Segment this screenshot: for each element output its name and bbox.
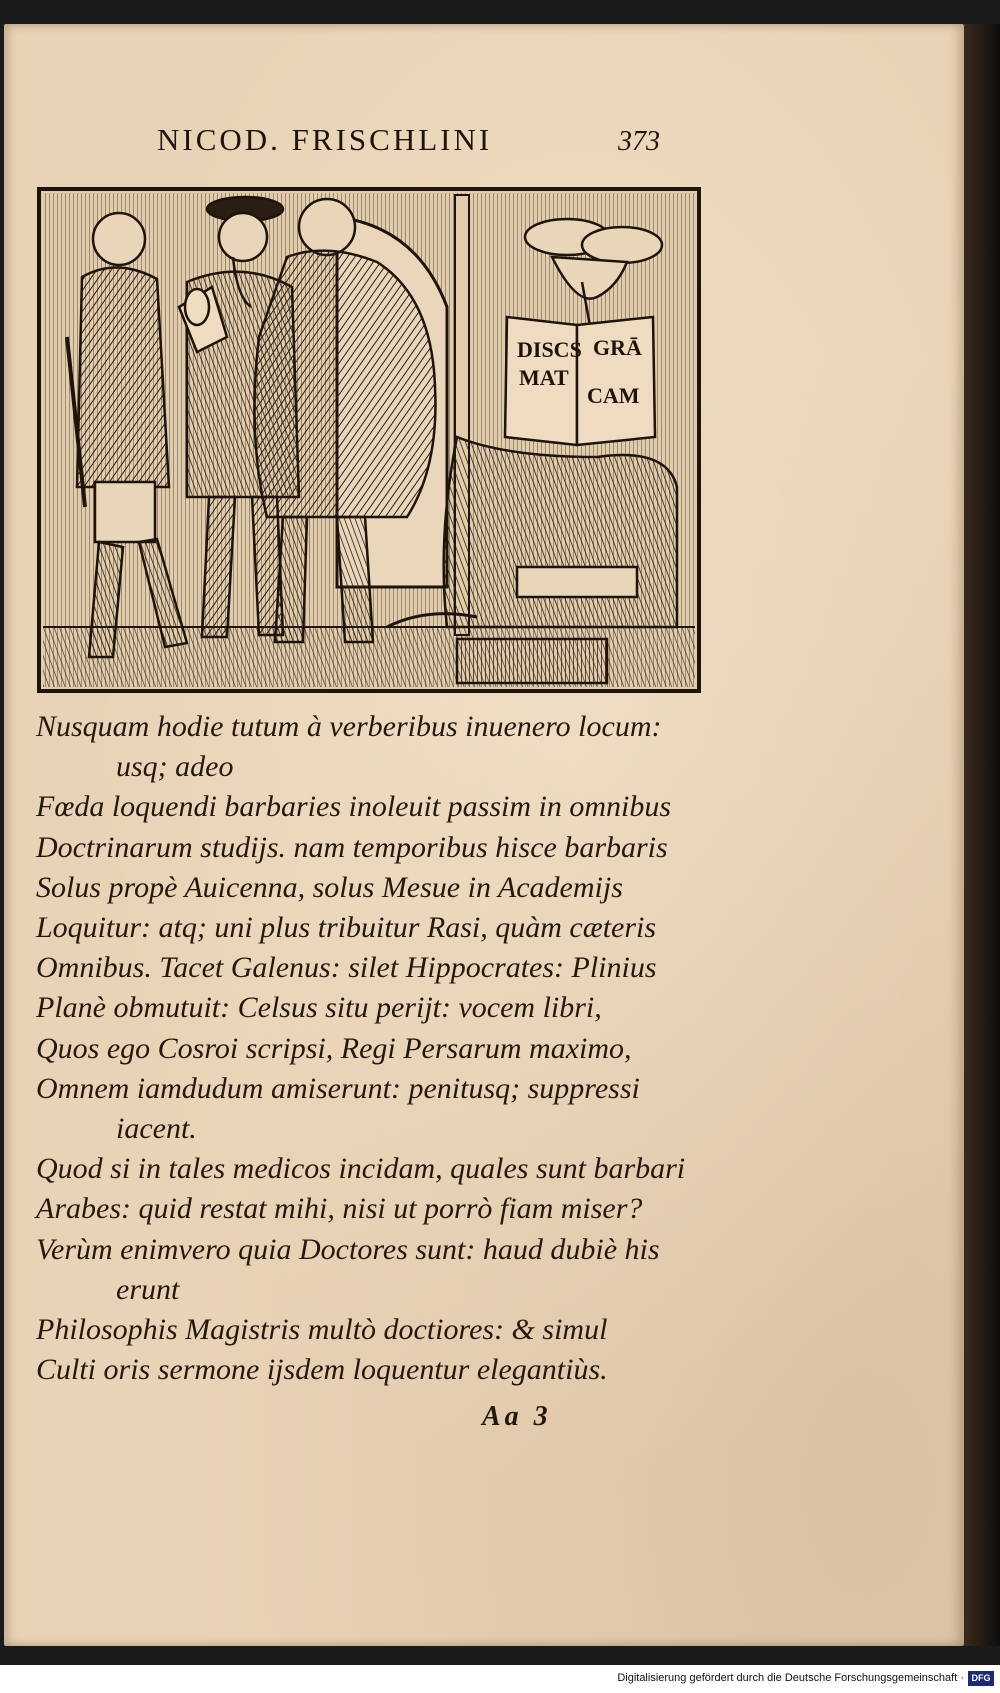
text-line: usq; adeo (116, 750, 234, 784)
text-line: Verùm enimvero quia Doctores sunt: haud dubiè his (36, 1232, 660, 1266)
text-line: Fœda loquendi barbaries inoleuit passim in omnibus (36, 790, 672, 824)
woodcut-illustration (37, 187, 701, 693)
text-line: Quod si in tales medicos incidam, quales sunt barbari (36, 1152, 686, 1186)
text-line: Solus propè Auicenna, solus Mesue in Academijs (36, 870, 623, 904)
text-line: erunt (116, 1272, 180, 1306)
book-text-left-2: MAT (519, 365, 569, 390)
text-line: Culti oris sermone ijsdem loquentur elegantiùs. (36, 1353, 608, 1387)
text-line: Doctrinarum studijs. nam temporibus hisce barbaris (36, 830, 668, 864)
text-line: Philosophis Magistris multò doctiores: & simul (36, 1313, 608, 1347)
page-header (4, 122, 964, 162)
text-line: Planè obmutuit: Celsus situ perijt: vocem libri, (36, 991, 602, 1025)
text-line: iacent. (116, 1112, 197, 1146)
text-line: Omnem iamdudum amiserunt: penitusq; suppressi (36, 1071, 640, 1105)
text-line: Nusquam hodie tutum à verberibus inuenero locum: (36, 710, 662, 743)
page-number: 373 (618, 126, 660, 157)
book-text-left-1: DISCS (517, 337, 582, 362)
text-line: Arabes: quid restat mihi, nisi ut porrò fiam miser? (36, 1192, 643, 1226)
text-line: Loquitur: atq; uni plus tribuitur Rasi, quàm cæteris (36, 911, 657, 945)
book-text-right-2: CAM (587, 383, 640, 408)
book-text-right-1: GRĀ (593, 335, 642, 360)
latin-verse-block (36, 707, 716, 1390)
footer-bar (0, 1665, 1000, 1693)
text-line: Omnibus. Tacet Galenus: silet Hippocrates: Plinius (36, 951, 657, 985)
text-line: Quos ego Cosroi scripsi, Regi Persarum maximo, (36, 1031, 632, 1065)
book-edge (964, 24, 1000, 1646)
signature-mark: Aa 3 (482, 1401, 552, 1432)
funding-credit: Digitalisierung gefördert durch die Deutsche Forschungsgemeinschaft · (617, 1672, 964, 1684)
running-head: NICOD. FRISCHLINI (157, 122, 493, 157)
dfg-logo-icon: DFG (968, 1671, 994, 1686)
book-page (4, 24, 964, 1646)
